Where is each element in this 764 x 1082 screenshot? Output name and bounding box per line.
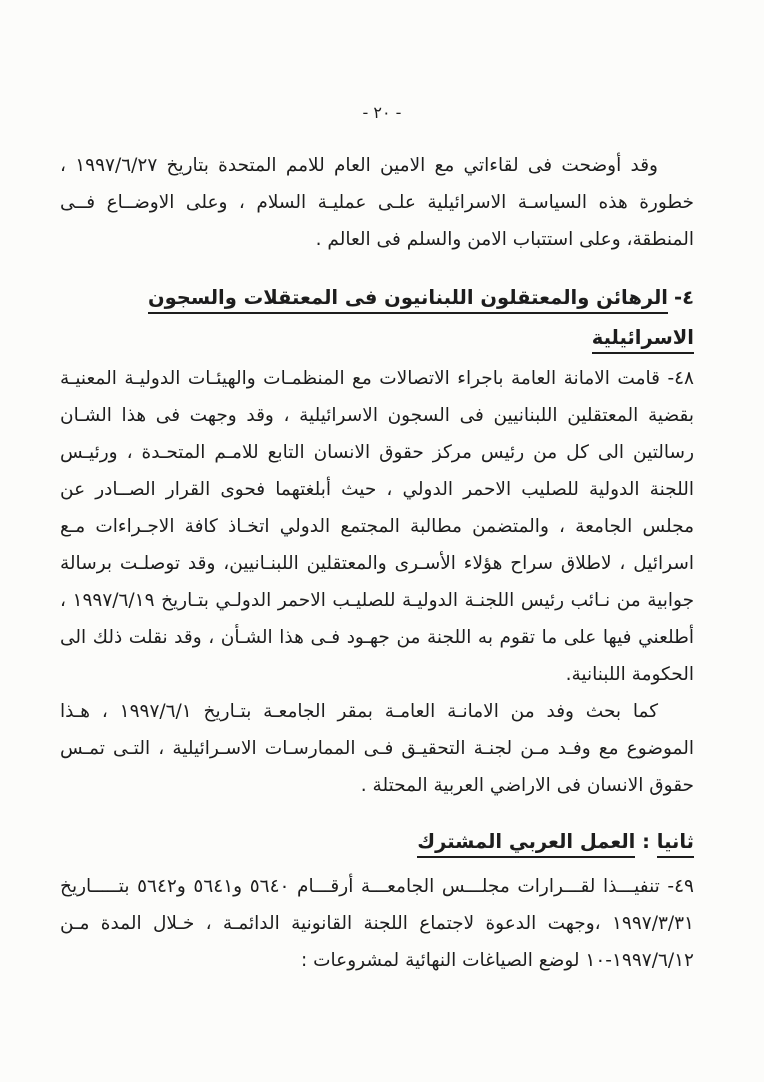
- section-second-heading: [60, 822, 694, 862]
- section-4-title: الرهائن والمعتقلون اللبنانيون فى المعتقلات والسجون الاسرائيلية: [148, 286, 694, 354]
- page-number: - ٢٠ -: [362, 103, 402, 122]
- section-4-number: ٤-: [674, 286, 694, 309]
- paragraph-intro: وقد أوضحت فى لقاءاتي مع الامين العام للامم المتحدة بتاريخ ١٩٩٧/٦/٢٧ ، خطورة هذه السياسـة الاسرائيلية علـى عمليـة السلام ، وعلى الاوضــاع فــى المنطقة، وعلى استتباب الامن والسلم فى العالم .: [60, 155, 694, 250]
- paragraph-48-continued: كما بحث وفد من الامانـة العامـة بمقر الجامعـة بتـاريخ ١٩٩٧/٦/١ ، هـذا الموضوع مع وفـد مـن لجنـة التحقيـق فـى الممارسـات الاسـرائيلية ، التـى تمـس حقوق الانسان فى الاراضي العربية المحتلة .: [60, 701, 694, 796]
- section-second-title: العمل العربي المشترك: [417, 830, 635, 858]
- section-second-separator: :: [635, 830, 657, 853]
- document-body: [60, 147, 694, 979]
- section-4-heading: [60, 278, 694, 358]
- paragraph-49: ٤٩- تنفيـــذا لقـــرارات مجلـــس الجامعـــة أرقـــام ٥٦٤٠ و٥٦٤١ و٥٦٤٢ بتـــــاريخ ١٩٩٧/٣/٣١ ،وجهت الدعوة لاجتماع اللجنة القانونية الدائمـة ، خـلال المدة مـن ١٩٩٧/٦/١٢-١٠ لوضع الصياغات النهائية لمشروعات :: [60, 876, 694, 971]
- paragraph-48: ٤٨- قامت الامانة العامة باجراء الاتصالات مع المنظمـات والهيئـات الدوليـة المعنيـة بقضية المعتقلين اللبنانيين فى السجون الاسرائيلية ، وقد وجهت فى هذا الشـان رسالتين الى كل من رئيس مركز حقوق الانسان التابع للامـم المتحـدة ، ورئيـس اللجنة الدولية للصليب الاحمر الدولي ، حيث أبلغتهما فحوى القرار الصــادر عن مجلس الجامعة ، والمتضمن مطالبة المجتمع الدولي اتخـاذ كافة الاجـراءات مـع اسرائيل ، لاطلاق سراح هؤلاء الأسـرى والمعتقلين اللبنـانيين، وقد توصلـت برسالة جوابية من نـائب رئيس اللجنـة الدوليـة للصليـب الاحمر الدولـي بتـاريخ ١٩٩٧/٦/١٩ ، أطلعني فيها على ما تقوم به اللجنة من جهـود فـى هذا الشـأن ، وقد نقلت ذلك الى الحكومة اللبنانية.: [60, 368, 694, 685]
- section-second-label: ثانيا: [657, 830, 694, 858]
